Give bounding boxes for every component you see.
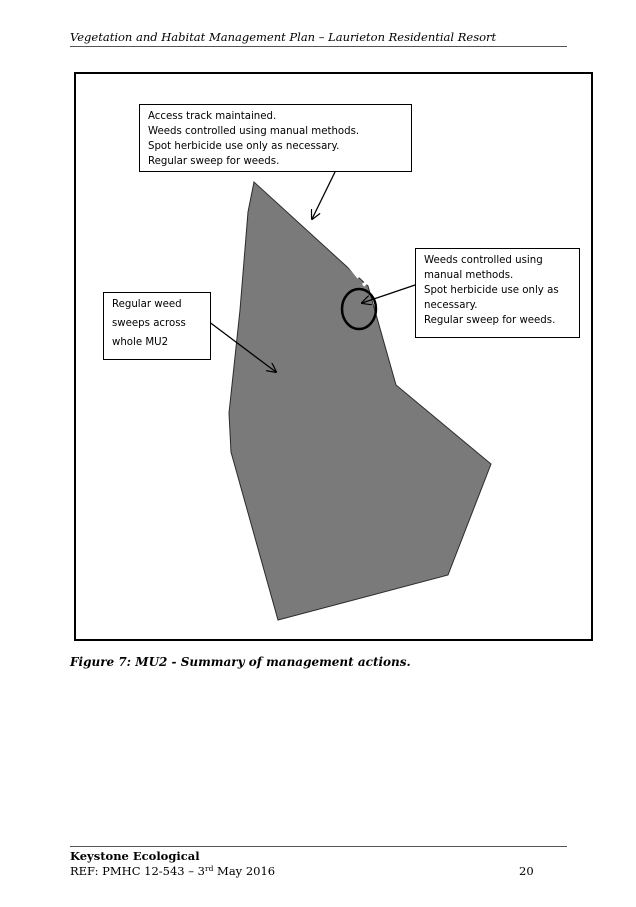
callout-weed-hotspot bbox=[415, 248, 580, 338]
footer-company: Keystone Ecological bbox=[70, 849, 200, 863]
callout-line: Spot herbicide use only as bbox=[424, 285, 559, 296]
callout-whole-area bbox=[103, 292, 211, 360]
callout-line: Regular sweep for weeds. bbox=[424, 315, 556, 326]
callout-line: sweeps across bbox=[112, 318, 186, 329]
figure-caption: Figure 7: MU2 - Summary of management actions. bbox=[70, 655, 411, 669]
footer-ref-prefix: REF: PMHC 12-543 – 3 bbox=[70, 864, 205, 878]
footer-reference bbox=[70, 864, 275, 878]
access-track-arrow bbox=[312, 172, 335, 219]
callout-line: necessary. bbox=[424, 300, 478, 311]
footer-divider bbox=[70, 846, 567, 847]
callout-line: Access track maintained. bbox=[148, 111, 277, 122]
callout-line: Regular sweep for weeds. bbox=[148, 156, 280, 167]
callout-line: whole MU2 bbox=[112, 337, 169, 348]
callout-access-track bbox=[139, 104, 412, 172]
footer-ref-suffix: May 2016 bbox=[213, 864, 276, 878]
callout-line: Regular weed bbox=[112, 299, 182, 310]
callout-line: Weeds controlled using manual methods. bbox=[148, 126, 360, 137]
callout-line: Weeds controlled using bbox=[424, 255, 543, 266]
callout-line: Spot herbicide use only as necessary. bbox=[148, 141, 340, 152]
page-number: 20 bbox=[519, 864, 534, 878]
callout-line: manual methods. bbox=[424, 270, 514, 281]
footer-ref-ordinal: rd bbox=[205, 864, 214, 873]
page-header-title: Vegetation and Habitat Management Plan – Laurieton Residential Resort bbox=[70, 30, 497, 44]
